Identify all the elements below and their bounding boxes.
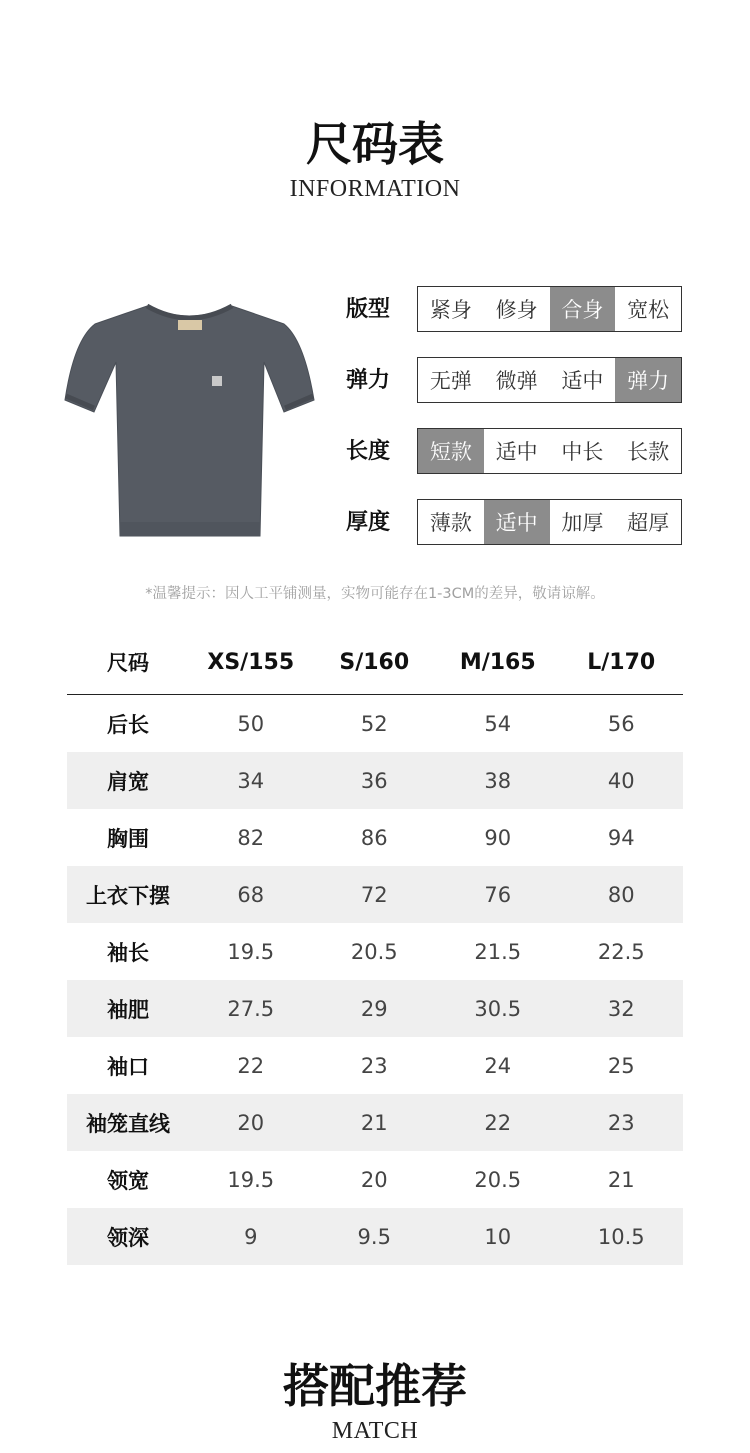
table-cell: 20.5	[474, 1167, 522, 1192]
attribute-option-selected: 合身	[550, 287, 616, 331]
table-cell: 68	[237, 882, 265, 907]
table-cell: 72	[360, 882, 388, 907]
attribute-option: 紧身	[429, 298, 472, 322]
table-cell: 32	[607, 996, 635, 1021]
attribute-option: 微弹	[495, 369, 538, 393]
row-label: 领深	[107, 1225, 149, 1250]
table-row	[67, 809, 683, 866]
table-cell: 86	[360, 825, 388, 850]
table-cell: 50	[237, 711, 265, 736]
table-cell: 23	[360, 1053, 388, 1078]
row-label: 领宽	[107, 1168, 149, 1193]
table-cell: 19.5	[227, 1167, 275, 1192]
table-cell: 21	[360, 1110, 388, 1135]
attribute-option: 适中	[561, 369, 604, 393]
table-row	[67, 1037, 683, 1094]
table-row	[67, 980, 683, 1037]
header-cell: L/170	[587, 649, 656, 675]
attribute-option: 修身	[495, 298, 538, 322]
attribute-options	[417, 428, 682, 474]
table-cell: 27.5	[227, 996, 275, 1021]
table-cell: 10	[484, 1224, 512, 1249]
tshirt-image	[62, 300, 317, 540]
table-row	[67, 1094, 683, 1151]
table-cell: 9.5	[357, 1224, 391, 1249]
table-cell: 56	[607, 711, 635, 736]
attribute-options	[417, 286, 682, 332]
attribute-label: 厚度	[346, 510, 391, 535]
attribute-option: 宽松	[627, 298, 670, 322]
size-table	[67, 630, 683, 1265]
header-cell: 尺码	[107, 651, 149, 675]
table-cell: 10.5	[597, 1224, 645, 1249]
attribute-label: 长度	[346, 439, 391, 464]
row-label: 袖肥	[107, 997, 149, 1022]
row-label: 上衣下摆	[86, 883, 170, 908]
table-cell: 21.5	[474, 939, 522, 964]
attribute-option-selected: 适中	[484, 500, 550, 544]
table-cell: 36	[360, 768, 388, 793]
table-cell: 52	[360, 711, 388, 736]
table-cell: 20	[360, 1167, 388, 1192]
table-cell: 54	[484, 711, 512, 736]
table-cell: 24	[484, 1053, 512, 1078]
table-cell: 22.5	[597, 939, 645, 964]
measurement-note: *温馨提示：因人工平铺测量，实物可能存在1-3CM的差异，敬请谅解。	[145, 586, 605, 602]
table-cell: 20	[237, 1110, 265, 1135]
attribute-option: 适中	[495, 440, 538, 464]
header-cell: M/165	[459, 649, 536, 675]
row-label: 肩宽	[107, 769, 149, 794]
table-cell: 25	[607, 1053, 635, 1078]
attribute-option: 超厚	[627, 511, 670, 535]
table-cell: 29	[360, 996, 388, 1021]
header-cell: S/160	[339, 649, 410, 675]
table-cell: 76	[484, 882, 512, 907]
table-cell: 19.5	[227, 939, 275, 964]
attribute-option: 长款	[627, 440, 670, 464]
row-label: 袖笼直线	[86, 1111, 170, 1136]
table-cell: 20.5	[350, 939, 398, 964]
table-cell: 23	[607, 1110, 635, 1135]
header-cell: XS/155	[207, 649, 295, 675]
page-subtitle: INFORMATION	[289, 176, 461, 202]
attribute-option-selected: 短款	[418, 429, 484, 473]
row-label: 袖口	[107, 1054, 149, 1079]
attribute-option-selected: 弹力	[615, 358, 681, 402]
page-title: 尺码表	[306, 117, 444, 171]
attribute-option: 薄款	[429, 511, 472, 535]
attribute-option: 加厚	[561, 511, 604, 535]
table-row	[67, 923, 683, 980]
table-row	[67, 1151, 683, 1208]
table-row	[67, 866, 683, 923]
table-cell: 90	[484, 825, 512, 850]
table-cell: 38	[484, 768, 512, 793]
row-label: 袖长	[107, 940, 149, 965]
row-label: 胸围	[107, 826, 149, 851]
table-cell: 82	[237, 825, 265, 850]
attribute-option: 无弹	[429, 369, 472, 393]
attribute-label: 弹力	[346, 368, 391, 393]
table-row	[67, 752, 683, 809]
table-header	[67, 630, 683, 695]
match-title: 搭配推荐	[283, 1359, 467, 1413]
table-cell: 30.5	[474, 996, 522, 1021]
attribute-label: 版型	[346, 297, 391, 322]
table-cell: 21	[607, 1167, 635, 1192]
table-cell: 22	[484, 1110, 512, 1135]
match-subtitle: MATCH	[331, 1418, 419, 1444]
table-cell: 22	[237, 1053, 265, 1078]
attribute-options	[417, 357, 682, 403]
table-cell: 34	[237, 768, 265, 793]
attribute-option: 中长	[561, 440, 604, 464]
table-cell: 40	[607, 768, 635, 793]
table-cell: 80	[607, 882, 635, 907]
table-cell: 94	[607, 825, 635, 850]
attribute-options	[417, 499, 682, 545]
table-row	[67, 1208, 683, 1265]
table-row	[67, 695, 683, 752]
table-cell: 9	[244, 1224, 258, 1249]
row-label: 后长	[107, 712, 149, 737]
